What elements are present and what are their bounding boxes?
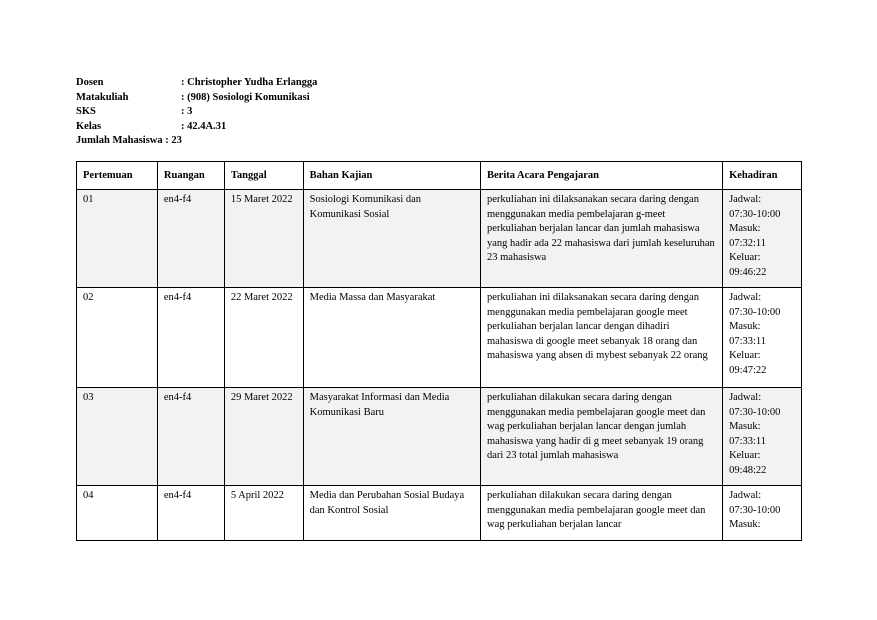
header-label: Matakuliah [76, 91, 129, 103]
table-header-row [77, 162, 802, 190]
kehadiran-line: Masuk: [729, 519, 761, 530]
cell-berita-acara [481, 486, 723, 541]
kehadiran-line: Masuk: [729, 421, 761, 432]
berita-acara-text: perkuliahan dilakukan secara daring dengan menggunakan media pembelajaran google meet dan wag perkuliahan berjalan lancar [487, 490, 706, 530]
header-row-matakuliah [76, 91, 317, 106]
cell-ruangan: en4-f4 [157, 190, 224, 288]
cell-pertemuan: 04 [77, 486, 158, 541]
cell-kehadiran [723, 190, 802, 288]
header-label: SKS [76, 106, 96, 117]
kehadiran-line: Jadwal: [729, 392, 762, 403]
header-label: Jumlah Mahasiswa [76, 135, 163, 146]
kehadiran-line: Jadwal: [729, 490, 762, 501]
kehadiran-line: 07:30-10:00 [729, 504, 781, 516]
cell-bahan-kajian: Media Massa dan Masyarakat [303, 288, 480, 388]
table-row [77, 190, 802, 288]
cell-ruangan: en4-f4 [157, 288, 224, 388]
header-label: Dosen [76, 77, 104, 88]
cell-berita-acara: perkuliahan ini dilaksanakan secara daring dengan menggunakan media pembelajaran g-meet perkuliahan berjalan lancar dan jumlah mahasiswa yang hadir ada 22 mahasiswa dari jumlah keseluruhan 23 mahasiswa [481, 190, 723, 288]
kehadiran-line: 07:33:11 [729, 435, 767, 447]
kehadiran-line: 09:48:22 [729, 464, 767, 476]
column-header-pertemuan: Pertemuan [77, 162, 158, 190]
column-header-tanggal: Tanggal [224, 162, 303, 190]
table-row [77, 288, 802, 388]
cell-tanggal: 29 Maret 2022 [224, 388, 303, 486]
cell-ruangan: en4-f4 [157, 486, 224, 541]
column-header-bahan-kajian: Bahan Kajian [303, 162, 480, 190]
cell-bahan-kajian: Masyarakat Informasi dan Media Komunikasi Baru [303, 388, 480, 486]
kehadiran-line: Keluar: [729, 350, 761, 361]
cell-tanggal: 5 April 2022 [224, 486, 303, 541]
kehadiran-line: 07:30-10:00 [729, 406, 781, 418]
cell-tanggal: 22 Maret 2022 [224, 288, 303, 388]
kehadiran-line: Keluar: [729, 252, 761, 263]
header-value: : 42.4A.31 [181, 120, 227, 132]
kehadiran-line: Keluar: [729, 450, 761, 461]
header-row-kelas [76, 120, 317, 135]
column-header-ruangan: Ruangan [157, 162, 224, 190]
kehadiran-line: Jadwal: [729, 194, 762, 205]
kehadiran-line: 07:33:11 [729, 335, 767, 347]
header-value: : Christopher Yudha Erlangga [181, 77, 318, 88]
column-header-berita-acara: Berita Acara Pengajaran [481, 162, 723, 190]
header-value: : (908) Sosiologi Komunikasi [181, 91, 310, 103]
cell-ruangan: en4-f4 [157, 388, 224, 486]
cell-kehadiran [723, 288, 802, 388]
cell-tanggal: 15 Maret 2022 [224, 190, 303, 288]
cell-berita-acara: perkuliahan dilakukan secara daring dengan menggunakan media pembelajaran google meet dan wag perkuliahan berjalan lancar dengan jumlah mahasiswa yang hadir di g meet sebanyak 19 orang dari 23 total jumlah mahasiswa [481, 388, 723, 486]
kehadiran-line: 07:32:11 [729, 237, 767, 249]
cell-berita-acara: perkuliahan ini dilaksanakan secara daring dengan menggunakan media pembelajaran google meet perkuliahan berjalan lancar dengan dihadiri mahasiswa di google meet sebanyak 18 orang dan mahasiswa yang absen di mybest sebanyak 22 orang [481, 288, 723, 388]
kehadiran-line: 07:30-10:00 [729, 306, 781, 318]
kehadiran-line: Jadwal: [729, 292, 762, 303]
cell-pertemuan: 03 [77, 388, 158, 486]
course-info-header [76, 76, 317, 149]
kehadiran-line: 09:47:22 [729, 364, 767, 376]
cell-bahan-kajian: Media dan Perubahan Sosial Budaya dan Kontrol Sosial [303, 486, 480, 541]
cell-kehadiran [723, 388, 802, 486]
kehadiran-line: 07:30-10:00 [729, 208, 781, 220]
cell-kehadiran [723, 486, 802, 541]
header-row-sks [76, 105, 317, 120]
kehadiran-line: Masuk: [729, 321, 761, 332]
table-row [77, 486, 802, 541]
header-value: : 23 [165, 135, 182, 146]
column-header-kehadiran: Kehadiran [723, 162, 802, 190]
header-label: Kelas [76, 120, 102, 132]
header-value: : 3 [181, 106, 193, 117]
attendance-table [76, 161, 802, 541]
header-row-jumlah [76, 134, 317, 149]
cell-bahan-kajian: Sosiologi Komunikasi dan Komunikasi Sosial [303, 190, 480, 288]
kehadiran-line: Masuk: [729, 223, 761, 234]
cell-pertemuan: 01 [77, 190, 158, 288]
kehadiran-line: 09:46:22 [729, 266, 767, 278]
table-row [77, 388, 802, 486]
header-row-dosen [76, 76, 317, 91]
cell-pertemuan: 02 [77, 288, 158, 388]
